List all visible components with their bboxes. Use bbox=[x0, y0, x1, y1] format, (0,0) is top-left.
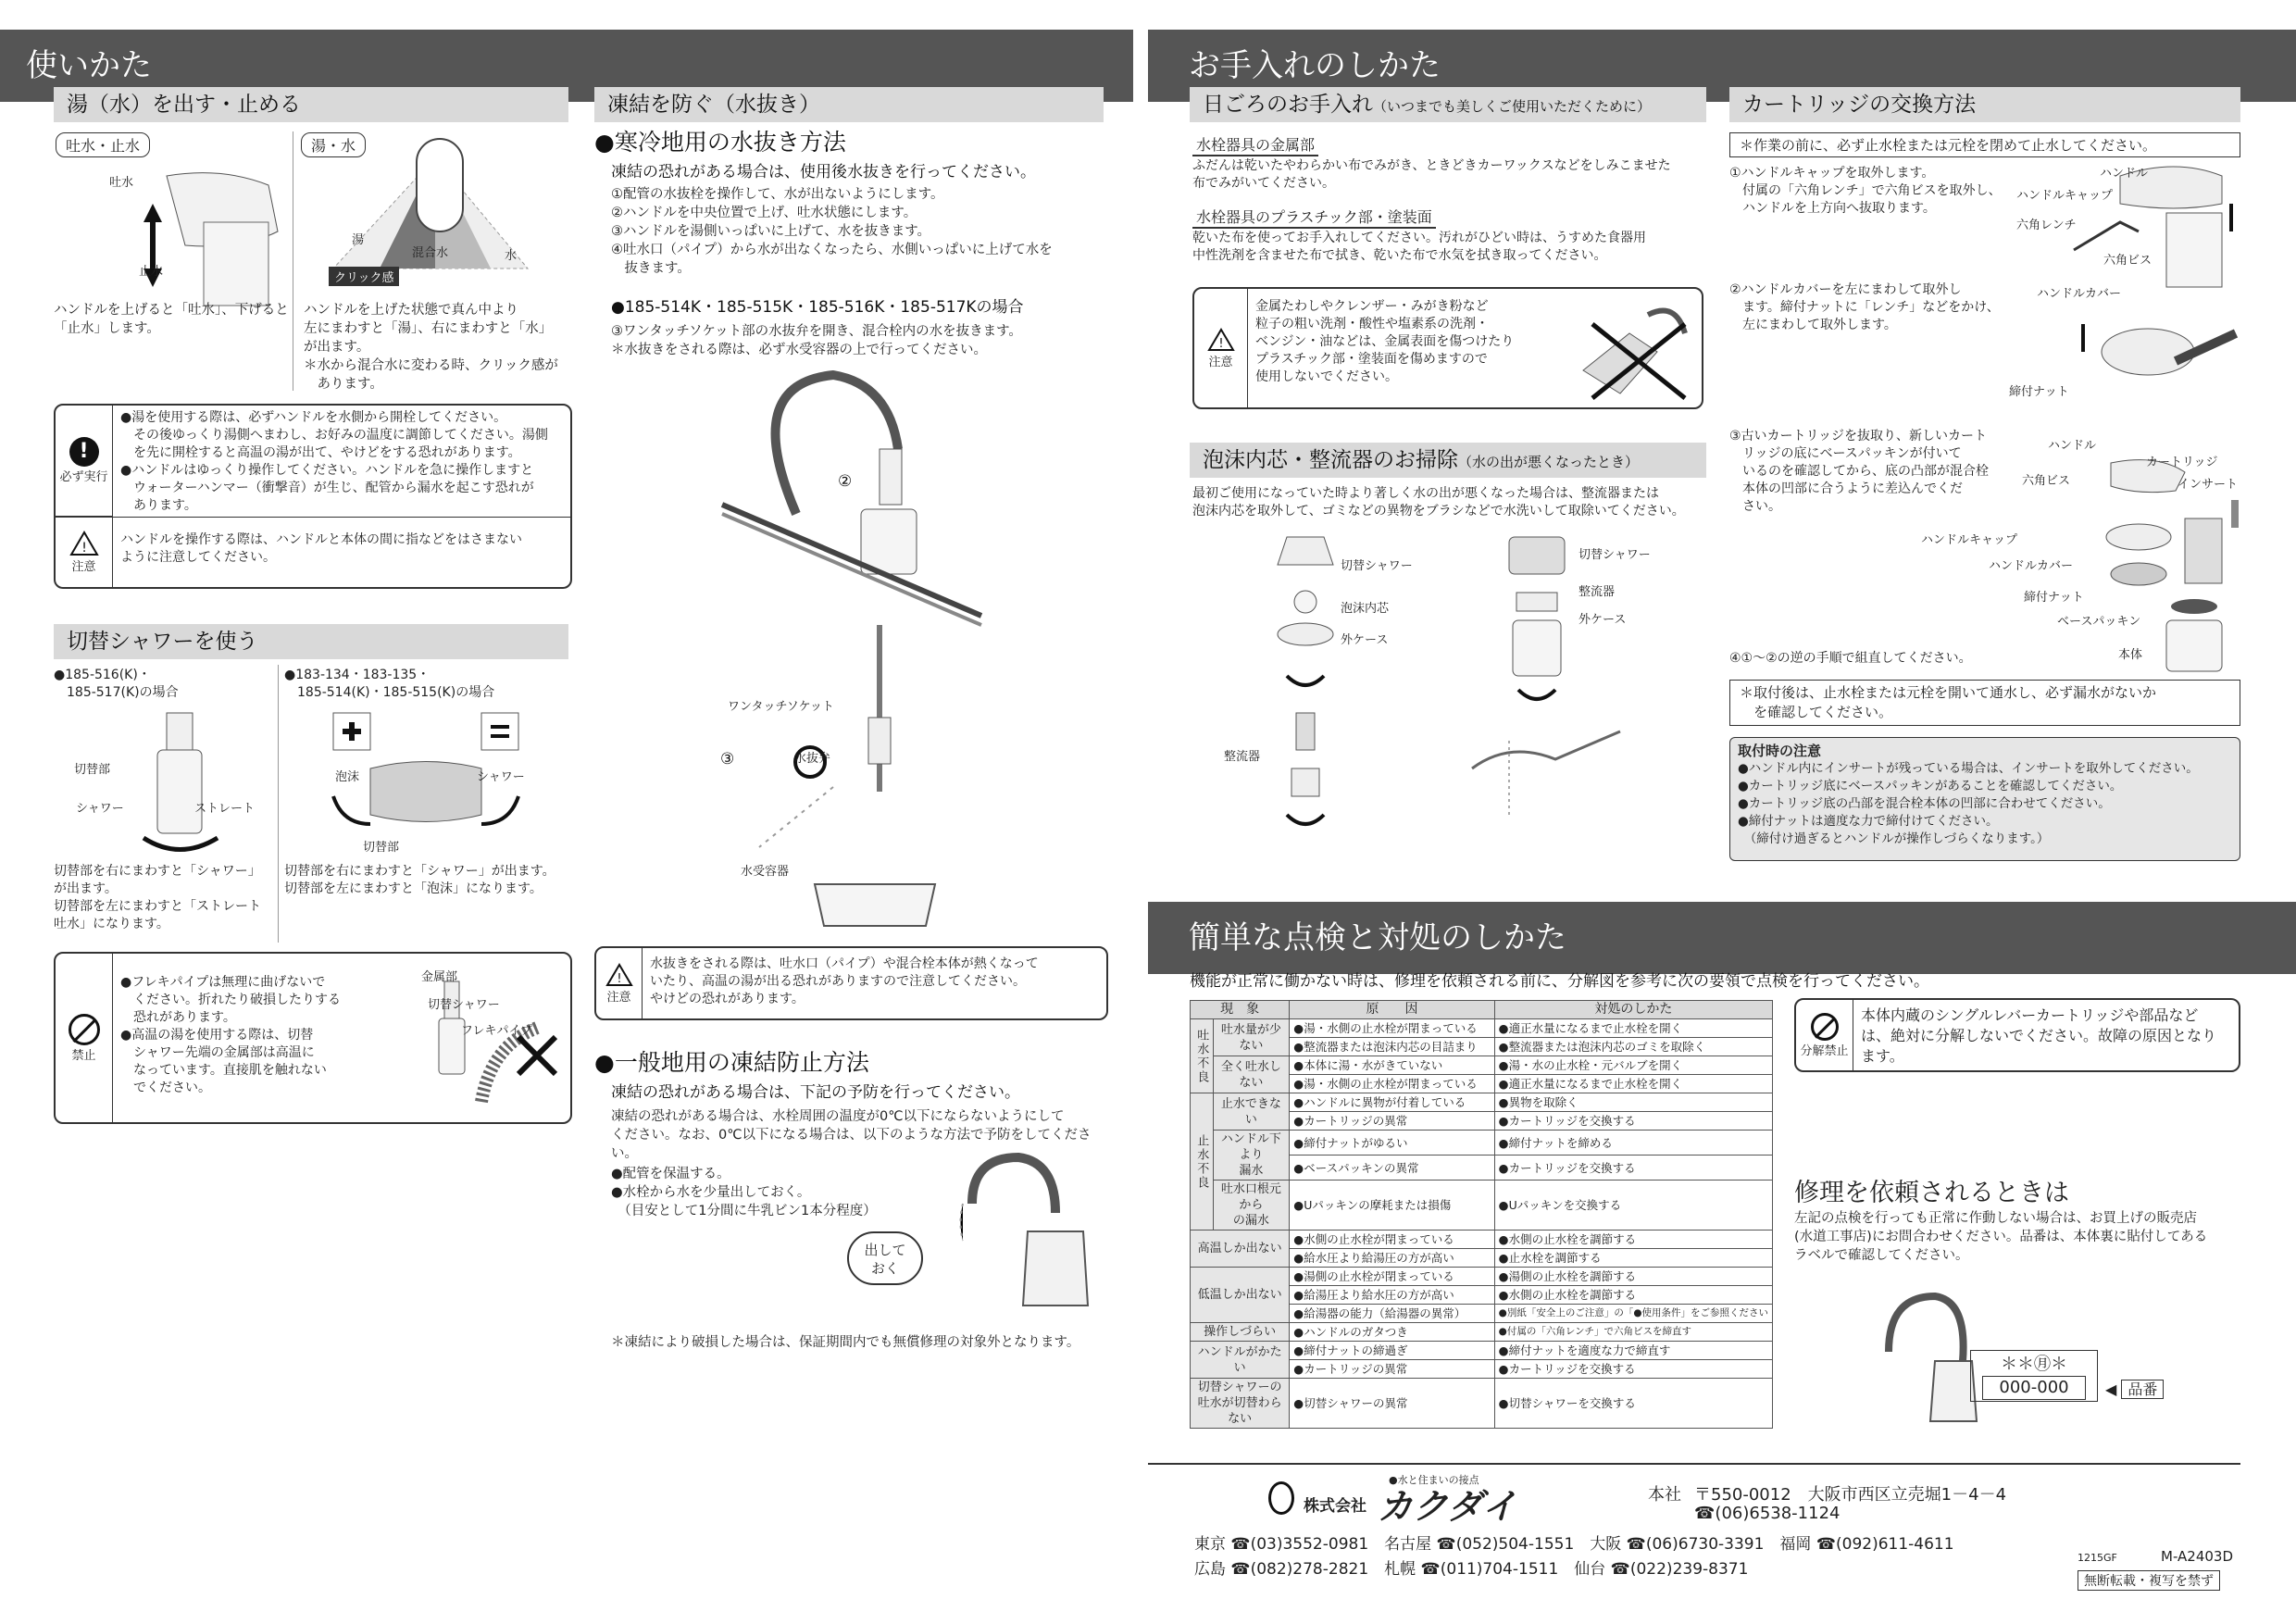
group-cell: 止水不良 bbox=[1191, 1093, 1214, 1230]
fix-cell: ●締付ナットを締める bbox=[1494, 1131, 1772, 1156]
hq-address: 〒550-0012 大阪市西区立売堀1－4－4 bbox=[1694, 1485, 2007, 1505]
table-row bbox=[1191, 1323, 1773, 1342]
section-title-freeze: 凍結を防ぐ（水抜き） bbox=[594, 87, 1104, 122]
cause-cell: ●湯・水側の止水栓が閉まっている bbox=[1290, 1075, 1494, 1093]
label-seiryu-a: 整流器 bbox=[1224, 750, 1261, 764]
caution-label: 注意 bbox=[71, 559, 96, 574]
symptom-cell: 操作しづらい bbox=[1191, 1323, 1290, 1342]
symptom-cell: 止水できない bbox=[1213, 1093, 1290, 1131]
fix-cell: ●切替シャワーを交換する bbox=[1494, 1379, 1772, 1429]
label-tosui: 吐水 bbox=[109, 176, 134, 190]
fix-cell: ●適正水量になるまで止水栓を開く bbox=[1494, 1075, 1772, 1093]
aerator-title-small: （水の出が悪くなったとき） bbox=[1458, 454, 1640, 470]
care-caution-box bbox=[1192, 287, 1703, 409]
caution-side bbox=[596, 948, 643, 1018]
cause-cell: ●給湯圧より給水圧の方が高い bbox=[1290, 1286, 1494, 1305]
text-socket-steps: ③ワンタッチソケット部の水抜弁を開き、混合栓内の水を抜きます。 ＊水抜きをされる際は、必ず水受容器の上で行ってください。 bbox=[611, 324, 1022, 357]
disassemble-text: 本体内蔵のシングルレバーカートリッジや部品など は、絶対に分解しないでください。故障の原因となり ます。 bbox=[1861, 1006, 2217, 1065]
subheading-metal: 水栓器具の金属部 bbox=[1192, 133, 1318, 156]
label-step2: ② bbox=[838, 472, 853, 491]
after-notice: ＊取付後は、止水栓または元栓を開いて通水し、必ず漏水がないか を確認してください。 bbox=[1729, 680, 2240, 726]
table-row bbox=[1191, 1230, 1773, 1249]
label-shisui: 止水 bbox=[139, 265, 164, 279]
fix-cell: ●湯・水の止水栓・元バルブを開く bbox=[1494, 1056, 1772, 1075]
prohibit-label: 禁止 bbox=[71, 1048, 96, 1063]
cause-cell: ●本体に湯・水がきていない bbox=[1290, 1056, 1494, 1075]
cleaning-illustration bbox=[1565, 296, 1699, 403]
label-kongo: 混合水 bbox=[412, 246, 449, 260]
code-small: 1215GF bbox=[2078, 1552, 2117, 1564]
cause-cell: ●Uパッキンの摩耗または損傷 bbox=[1290, 1181, 1494, 1230]
notes-text: ●ハンドル内にインサートが残っている場合は、インサートを取外してください。 ●カートリッジ底にベースパッキンがあることを確認してください。 ●カートリッジ底の凸部を混合栓本体の凹部に合わせてください。 ●締付ナットは適度な力で締付けてください。 （締付け過ぎるとハンドルが操作しづらくなります。） bbox=[1738, 761, 2199, 846]
label-click: クリック感 bbox=[329, 267, 399, 286]
label-socket: ワンタッチソケット bbox=[728, 700, 834, 714]
model-text-2: ●183-134・183-135・ 185-514(K)・185-515(K)の場合 bbox=[284, 668, 495, 700]
label-cap: ハンドルキャップ bbox=[2016, 189, 2114, 203]
label-core: 泡沫内芯 bbox=[1341, 602, 1390, 616]
symptom-cell: 吐水口根元から の漏水 bbox=[1213, 1181, 1290, 1230]
label-case-a: 外ケース bbox=[1341, 633, 1389, 647]
pill-tosui: 吐水・止水 bbox=[56, 132, 150, 157]
troubleshoot-table bbox=[1190, 1000, 1773, 1429]
cause-cell: ●水側の止水栓が閉まっている bbox=[1290, 1230, 1494, 1249]
heading-cold: ●寒冷地用の水抜き方法 bbox=[594, 129, 846, 156]
model-text-1: ●185-516(K)・ 185-517(K)の場合 bbox=[54, 668, 179, 700]
label-cover3: ハンドルカバー bbox=[1989, 559, 2074, 573]
disassemble-side bbox=[1796, 1000, 1853, 1070]
fix-cell: ●カートリッジを交換する bbox=[1494, 1360, 1772, 1379]
table-header-row bbox=[1191, 1001, 1773, 1019]
text-aerator: 最初ご使用になっていた時より著しく水の出が悪くなった場合は、整流器または 泡沫内芯を取外して、ゴミなどの異物をブラシなどで水洗いして取除いてください。 bbox=[1192, 486, 1685, 518]
footer-divider bbox=[1148, 1463, 2240, 1465]
label-bis3: 六角ビス bbox=[2022, 474, 2071, 488]
cause-cell: ●カートリッジの異常 bbox=[1290, 1112, 1494, 1131]
caution-side bbox=[1194, 289, 1248, 407]
notes-title: 取付時の注意 bbox=[1738, 743, 1822, 759]
label-kinzoku: 金属部 bbox=[421, 970, 458, 984]
aerator-brush-illustration bbox=[1454, 537, 1648, 833]
left-header: 使いかた bbox=[0, 30, 1133, 102]
text-general-intro: 凍結の恐れがある場合は、下記の予防を行ってください。 bbox=[611, 1083, 1020, 1102]
subheading-plastic: 水栓器具のプラスチック部・塗装面 bbox=[1192, 206, 1436, 229]
label-kirikae2: 切替部 bbox=[363, 841, 400, 855]
header-cause: 原 因 bbox=[1290, 1001, 1494, 1019]
group-cell: 吐水不良 bbox=[1191, 1019, 1214, 1093]
text-updown: ハンドルを上げると「吐水」、下げると 「止水」します。 bbox=[54, 303, 289, 336]
text-step4: ④①～②の逆の手順で組直してください。 bbox=[1729, 651, 1972, 666]
caution-triangle-icon bbox=[69, 531, 99, 556]
section-title-faucet: 湯（水）を出す・止める bbox=[54, 87, 568, 122]
text-cold-intro: 凍結の恐れがある場合は、使用後水抜きを行ってください。 bbox=[611, 163, 1036, 181]
label-shower2: シャワー bbox=[477, 770, 525, 784]
list-general: ●配管を保温する。 ●水栓から水を少量出しておく。 （目安として1分間に牛乳ビン1本分程度） bbox=[611, 1167, 877, 1218]
cause-cell: ●給湯器の能力（給湯器の異常） bbox=[1290, 1305, 1494, 1323]
symptom-cell: ハンドルがかたい bbox=[1191, 1342, 1290, 1379]
header-fix: 対処のしかた bbox=[1494, 1001, 1772, 1019]
table-row bbox=[1191, 1181, 1773, 1230]
offices-line1: 東京 ☎(03)3552-0981 名古屋 ☎(052)504-1551 大阪 ☎(06)6730-3391 福岡 ☎(092)611-4611 bbox=[1194, 1535, 1954, 1554]
cause-cell: ●整流器または泡沫内芯の目詰まり bbox=[1290, 1038, 1494, 1056]
divider bbox=[56, 517, 570, 518]
caution-label: 注意 bbox=[606, 990, 631, 1005]
caution-triangle-icon bbox=[1207, 328, 1235, 352]
care-title-small: （いつまでも美しくご使用いただくために） bbox=[1373, 98, 1652, 115]
label-yu: 湯 bbox=[352, 233, 365, 247]
caution-triangle-icon bbox=[605, 963, 633, 987]
care-caution-text: 金属たわしやクレンザー・みがき粉など 粒子の粗い洗剤・酸性や塩素系の洗剤・ ベンジン・油などは、金属表面を傷つけたり プラスチック部・塗装面を傷めますので 使用しないでください。 bbox=[1255, 299, 1515, 384]
cause-cell: ●ベースパッキンの異常 bbox=[1290, 1156, 1494, 1181]
temperature-illustration bbox=[315, 130, 555, 287]
cause-cell: ●締付ナットがゆるい bbox=[1290, 1131, 1494, 1156]
label-step3: ③ bbox=[720, 750, 735, 768]
label-cart: カートリッジ bbox=[2146, 456, 2218, 469]
must-side bbox=[56, 406, 113, 517]
label-line2: 000-000 bbox=[1982, 1376, 2086, 1400]
caution-side bbox=[56, 517, 113, 587]
freeze-caution-box bbox=[594, 946, 1108, 1020]
svg-text:!: ! bbox=[81, 540, 87, 556]
symptom-cell: 高温しか出ない bbox=[1191, 1230, 1290, 1268]
fix-cell: ●カートリッジを交換する bbox=[1494, 1112, 1772, 1131]
label-nut3: 締付ナット bbox=[2024, 591, 2084, 605]
prohibit-box bbox=[54, 952, 572, 1124]
caution-text: ハンドルを操作する際は、ハンドルと本体の間に指などをはさまない ように注意してください。 bbox=[120, 532, 522, 565]
copyright-notice: 無断転載・複写を禁ず bbox=[2078, 1570, 2220, 1591]
freeze-caution-text: 水抜きをされる際は、吐水口（パイプ）や混合栓本体が熱くなって いたり、高温の湯が出る恐れがありますので注意してください。 やけどの恐れがあります。 bbox=[650, 956, 1039, 1006]
company-logo-icon bbox=[1268, 1481, 1294, 1515]
cause-cell: ●ハンドルに異物が付着している bbox=[1290, 1093, 1494, 1112]
prohibit-side bbox=[56, 954, 113, 1122]
label-shower-b: 切替シャワー bbox=[1578, 548, 1651, 562]
symptom-cell: 全く吐水しない bbox=[1213, 1056, 1290, 1093]
section-title-cartridge: カートリッジの交換方法 bbox=[1729, 87, 2240, 122]
no-disassemble-icon bbox=[1811, 1013, 1839, 1041]
symptom-cell: ハンドル下より 漏水 bbox=[1213, 1131, 1290, 1181]
fix-cell: ●湯側の止水栓を調節する bbox=[1494, 1268, 1772, 1286]
cause-cell: ●湯・水側の止水栓が閉まっている bbox=[1290, 1019, 1494, 1038]
label-cap3: ハンドルキャップ bbox=[1921, 533, 2018, 547]
care-title: 日ごろのお手入れ bbox=[1203, 93, 1373, 117]
text-step1: ①ハンドルキャップを取外します。 付属の「六角レンチ」で六角ビスを取外し、 ハンドルを上方向へ抜取ります。 bbox=[1729, 166, 2002, 216]
section-title-aerator bbox=[1190, 443, 1706, 478]
label-base: ベースパッキン bbox=[2057, 615, 2141, 629]
shower-head-illustration bbox=[130, 704, 241, 852]
drain-illustration bbox=[704, 366, 1000, 931]
check-intro: 機能が正常に働かない時は、修理を依頼される前に、分解図を参考に次の要領で点検を行ってください。 bbox=[1190, 972, 1929, 991]
table-row bbox=[1191, 1019, 1773, 1038]
table-row bbox=[1191, 1342, 1773, 1360]
repair-title: 修理を依頼されるときは bbox=[1794, 1179, 2069, 1207]
label-container: 水受容器 bbox=[741, 865, 790, 879]
label-ben: 水抜弁 bbox=[794, 752, 831, 766]
label-awa: 泡沫 bbox=[335, 770, 360, 784]
caution-label: 注意 bbox=[1208, 355, 1233, 369]
text-models: ●185-514K・185-515K・185-516K・185-517Kの場合 bbox=[611, 298, 1024, 317]
table-row bbox=[1191, 1131, 1773, 1156]
fix-cell: ●カートリッジを交換する bbox=[1494, 1156, 1772, 1181]
hinban-text: 品番 bbox=[2121, 1380, 2164, 1399]
aerator-title: 泡沫内芯・整流器のお掃除 bbox=[1203, 448, 1458, 472]
text-temperature: ハンドルを上げた状態で真ん中より 左にまわすと「湯」、右にまわすと「水」 が出ます。 ＊水から混合水に変わる時、クリック感が あります。 bbox=[304, 303, 558, 392]
fix-cell: ●付属の「六角レンチ」で六角ビスを締直す bbox=[1494, 1323, 1772, 1342]
table-row bbox=[1191, 1379, 1773, 1429]
faucet-updown-illustration bbox=[56, 157, 287, 296]
symptom-cell: 低温しか出ない bbox=[1191, 1268, 1290, 1323]
hq-tel: ☎(06)6538-1124 bbox=[1694, 1504, 1841, 1523]
label-kirikae: 切替部 bbox=[74, 763, 111, 777]
table-row bbox=[1191, 1056, 1773, 1075]
text-shower-1: 切替部を右にまわすと「シャワー」 が出ます。 切替部を左にまわすと「ストレート 吐水」になります。 bbox=[54, 864, 261, 931]
cause-cell: ●切替シャワーの異常 bbox=[1290, 1379, 1494, 1429]
label-cover: ハンドルカバー bbox=[2037, 287, 2122, 301]
label-handle: ハンドル bbox=[2100, 167, 2149, 181]
cause-cell: ●給水圧より給湯圧の方が高い bbox=[1290, 1249, 1494, 1268]
check-header: 簡単な点検と対処のしかた bbox=[1148, 902, 2296, 974]
text-step2: ②ハンドルカバーを左にまわして取外し ます。締付ナットに「レンチ」などをかけ、 左にまわして取外します。 bbox=[1729, 282, 2000, 332]
header-symptom: 現 象 bbox=[1191, 1001, 1290, 1019]
repair-text: 左記の点検を行っても正常に作動しない場合は、お買上げの販売店 (水道工事店)にお問合わせください。品番は、本体裏に貼付してある ラベルで確認してください。 bbox=[1794, 1211, 2208, 1263]
faucet-drip-illustration bbox=[935, 1148, 1102, 1315]
label-handle3: ハンドル bbox=[2048, 439, 2097, 453]
text-general: 凍結の恐れがある場合は、水栓周囲の温度が0℃以下にならないようにして ください。なお、0℃以下になる場合は、以下のような方法で予防をしてください。 bbox=[611, 1109, 1092, 1161]
company-prefix: 株式会社 bbox=[1304, 1497, 1366, 1516]
label-insert: インサート bbox=[2177, 478, 2239, 492]
label-body: 本体 bbox=[2118, 648, 2143, 662]
label-mizu: 水 bbox=[505, 249, 518, 263]
cause-cell: ●カートリッジの異常 bbox=[1290, 1360, 1494, 1379]
fix-cell: ●Uパッキンを交換する bbox=[1494, 1181, 1772, 1230]
handle-cover-illustration bbox=[2065, 296, 2240, 417]
fix-cell: ●別紙「安全上のご注意」の「●使用条件」をご参照ください bbox=[1494, 1305, 1772, 1323]
pre-notice: ＊作業の前に、必ず止水栓または元栓を閉めて止水してください。 bbox=[1729, 132, 2240, 157]
text-shower-2: 切替部を右にまわすと「シャワー」が出ます。 切替部を左にまわすと「泡沫」になります。 bbox=[284, 864, 555, 896]
svg-text:!: ! bbox=[616, 971, 622, 986]
flexi-pipe-illustration bbox=[426, 972, 565, 1111]
table-row bbox=[1191, 1268, 1773, 1286]
disassemble-label: 分解禁止 bbox=[1800, 1043, 1849, 1058]
label-seiryu-b: 整流器 bbox=[1578, 585, 1616, 599]
fix-cell: ●水側の止水栓を調節する bbox=[1494, 1230, 1772, 1249]
right-header: お手入れのしかた bbox=[1148, 30, 2296, 102]
fix-cell: ●水側の止水栓を調節する bbox=[1494, 1286, 1772, 1305]
label-wrench: 六角レンチ bbox=[2016, 219, 2077, 232]
svg-text:!: ! bbox=[1217, 336, 1224, 351]
install-notes-box bbox=[1729, 737, 2240, 861]
exclamation-icon: ! bbox=[69, 437, 99, 467]
text-step3: ③古いカートリッジを抜取り、新しいカート リッジの底にベースパッキンが付いて いるのを確認してから、底の凸部が混合栓 本体の凹部に合うように差込んでくだ さい。 bbox=[1729, 429, 1989, 514]
hinban-label: ◀ 品番 bbox=[2105, 1378, 2164, 1399]
fix-cell: ●整流器または泡沫内芯のゴミを取除く bbox=[1494, 1038, 1772, 1056]
text-freeze-note: ＊凍結により破損した場合は、保証期間内でも無償修理の対象外となります。 bbox=[611, 1335, 1080, 1350]
text-cold-steps: ①配管の水抜栓を操作して、水が出ないようにします。 ②ハンドルを中央位置で上げ、吐水状態にします。 ③ハンドルを湯側いっぱいに上げて、水を抜きます。 ④吐水口（パイプ）から水が出なくなったら、水側いっぱいに上げて水を 抜きます。 bbox=[611, 187, 1053, 276]
doc-code: M-A2403D bbox=[2161, 1548, 2234, 1565]
label-flexi: フレキパイプ bbox=[461, 1024, 533, 1038]
hq-label: 本社 bbox=[1648, 1485, 1681, 1505]
product-label bbox=[1970, 1350, 2098, 1402]
label-case-b: 外ケース bbox=[1578, 613, 1627, 627]
label-bis: 六角ビス bbox=[2103, 254, 2152, 268]
symptom-cell: 切替シャワーの 吐水が切替わらない bbox=[1191, 1379, 1290, 1429]
prohibit-text: ●フレキパイプは無理に曲げないで ください。折れたり破損したりする 恐れがあります。 ●高温の湯を使用する際は、切替 シャワー先端の金属部は高温に なっています。直接肌を触れない でください。 bbox=[120, 975, 341, 1095]
aerator-parts-illustration bbox=[1241, 537, 1379, 852]
warning-box bbox=[54, 404, 572, 589]
fix-cell: ●止水栓を調節する bbox=[1494, 1249, 1772, 1268]
table-row bbox=[1191, 1093, 1773, 1112]
text-metal: ふだんは乾いたやわらかい布でみがき、ときどきカーワックスなどをしみこませた 布でみがいてください。 bbox=[1192, 158, 1671, 191]
text-plastic: 乾いた布を使ってお手入れしてください。汚れがひどい時は、うすめた食器用 中性洗剤を含ませた布で拭き、乾いた布で水気を拭き取ってください。 bbox=[1192, 231, 1646, 263]
fix-cell: ●適正水量になるまで止水栓を開く bbox=[1494, 1019, 1772, 1038]
section-title-shower: 切替シャワーを使う bbox=[54, 624, 568, 659]
fix-cell: ●締付ナットを適度な力で締直す bbox=[1494, 1342, 1772, 1360]
handle-cap-illustration bbox=[2065, 157, 2240, 287]
symptom-cell: 吐水量が少ない bbox=[1213, 1019, 1290, 1056]
label-shower: シャワー bbox=[76, 802, 124, 816]
company-name: カクダイ bbox=[1378, 1486, 1517, 1527]
must-text: ●湯を使用する際は、必ずハンドルを水側から開栓してください。 その後ゆっくり湯側へまわし、お好みの温度に調節してください。湯側 を先に開栓すると高温の湯が出て、やけどをする恐れがあります。 ●ハンドルはゆっくり操作してください。ハンドルを急に操作しますと ウォーターハンマー（衝撃音）が生じ、配管から漏水を起こす恐れが あります。 bbox=[120, 410, 548, 513]
heading-general: ●一般地用の凍結防止方法 bbox=[594, 1049, 869, 1076]
speech-bubble: 出して おく bbox=[847, 1231, 923, 1285]
cause-cell: ●締付ナットの締過ぎ bbox=[1290, 1342, 1494, 1360]
footer-tagline: ●水と住まいの接点 bbox=[1389, 1474, 1479, 1486]
cause-cell: ●湯側の止水栓が閉まっている bbox=[1290, 1268, 1494, 1286]
label-shower-a: 切替シャワー bbox=[1341, 559, 1413, 573]
label-line1: ＊＊㊊＊ bbox=[2001, 1355, 2067, 1374]
pill-yusui: 湯・水 bbox=[301, 132, 366, 157]
label-nut: 締付ナット bbox=[2009, 385, 2069, 399]
disassemble-box bbox=[1794, 998, 2240, 1072]
prohibit-icon bbox=[69, 1014, 100, 1045]
section-title-care bbox=[1190, 87, 1706, 122]
fix-cell: ●異物を取除く bbox=[1494, 1093, 1772, 1112]
offices-line2: 広島 ☎(082)278-2821 札幌 ☎(011)704-1511 仙台 ☎(022)239-8371 bbox=[1194, 1560, 1749, 1579]
cause-cell: ●ハンドルのガタつき bbox=[1290, 1323, 1494, 1342]
label-straight: ストレート bbox=[194, 802, 256, 816]
label-kshower: 切替シャワー bbox=[428, 998, 500, 1012]
must-label: 必ず実行 bbox=[59, 470, 108, 484]
